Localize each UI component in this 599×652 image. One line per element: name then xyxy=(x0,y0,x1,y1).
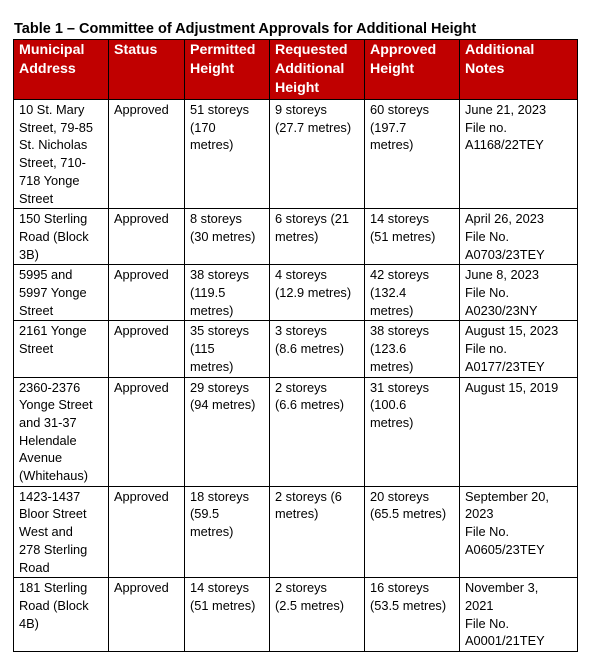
cell-text: 9 storeys (27.7 metres) xyxy=(275,102,352,135)
cell-status xyxy=(109,486,185,578)
header-label: Status xyxy=(114,42,158,58)
cell-text: August 15, 2023 File no. A0177/23TEY xyxy=(465,323,559,374)
table-header xyxy=(14,40,578,100)
cell-text: 31 storeys (100.6 metres) xyxy=(370,379,430,430)
cell-permitted-height xyxy=(185,265,270,321)
cell-text: Approved xyxy=(114,379,169,395)
cell-text: August 15, 2019 xyxy=(465,379,559,395)
cell-text: 5995 and 5997 Yonge Street xyxy=(19,267,87,318)
table-row xyxy=(14,209,578,265)
header-label: Municipal Address xyxy=(19,42,85,77)
cell-notes xyxy=(460,377,578,486)
cell-requested-height xyxy=(270,265,365,321)
table-caption: Table 1 – Committee of Adjustment Approvals for Additional Height xyxy=(14,21,477,37)
cell-text: 4 storeys (12.9 metres) xyxy=(275,267,352,301)
cell-text: 2 storeys (6.6 metres) xyxy=(275,379,344,413)
cell-requested-height xyxy=(270,209,365,265)
cell-text: Approved xyxy=(114,211,169,227)
header-row xyxy=(14,40,578,100)
table-row xyxy=(14,578,578,652)
cell-permitted-height xyxy=(185,486,270,578)
cell-text: Approved xyxy=(114,267,169,283)
cell-permitted-height xyxy=(185,321,270,377)
cell-text: Approved xyxy=(114,488,169,504)
cell-approved-height xyxy=(365,486,460,578)
cell-text: 18 storeys (59.5 metres) xyxy=(190,488,250,540)
cell-text: 2360-2376 Yonge Street and 31-37 Helendale Avenue (Whitehaus) xyxy=(19,379,93,484)
cell-text: 2 storeys (2.5 metres) xyxy=(275,580,344,613)
cell-text: 38 storeys (119.5 metres) xyxy=(190,267,250,318)
cell-requested-height xyxy=(270,377,365,486)
cell-text: June 8, 2023 File No. A0230/23NY xyxy=(465,267,540,318)
table-row xyxy=(14,100,578,209)
cell-text: 150 Sterling Road (Block 3B) xyxy=(19,211,89,262)
cell-status xyxy=(109,321,185,377)
cell-permitted-height xyxy=(185,377,270,486)
cell-text: November 3, 2021 File No. A0001/21TEY xyxy=(465,580,545,649)
cell-approved-height xyxy=(365,100,460,209)
cell-approved-height xyxy=(365,578,460,652)
table-row xyxy=(14,265,578,321)
cell-address xyxy=(14,321,109,377)
cell-text: 14 storeys (51 metres) xyxy=(190,580,256,613)
cell-notes xyxy=(460,209,578,265)
cell-requested-height xyxy=(270,578,365,652)
cell-text: 35 storeys (115 metres) xyxy=(190,323,250,374)
cell-text: Approved xyxy=(114,102,169,117)
header-label: Approved Height xyxy=(370,42,437,77)
cell-text: 1423-1437 Bloor Street West and 278 Sterling Road xyxy=(19,488,88,575)
cell-requested-height xyxy=(270,321,365,377)
table-row xyxy=(14,377,578,486)
cell-address xyxy=(14,265,109,321)
cell-status xyxy=(109,578,185,652)
cell-status xyxy=(109,209,185,265)
cell-text: June 21, 2023 File no. A1168/22TEY xyxy=(465,102,547,153)
header-status xyxy=(109,40,185,100)
header-requested-additional-height xyxy=(270,40,365,100)
cell-address xyxy=(14,100,109,209)
cell-text: Approved xyxy=(114,323,169,339)
cell-approved-height xyxy=(365,209,460,265)
cell-permitted-height xyxy=(185,100,270,209)
cell-text: 29 storeys (94 metres) xyxy=(190,379,256,413)
cell-text: 38 storeys (123.6 metres) xyxy=(370,323,430,374)
cell-text: 16 storeys (53.5 metres) xyxy=(370,580,447,613)
cell-text: 3 storeys (8.6 metres) xyxy=(275,323,344,357)
table-body xyxy=(14,100,578,652)
cell-approved-height xyxy=(365,377,460,486)
header-label: Permitted Height xyxy=(190,42,256,77)
cell-notes xyxy=(460,321,578,377)
cell-address xyxy=(14,377,109,486)
cell-address xyxy=(14,578,109,652)
cell-text: 20 storeys (65.5 metres) xyxy=(370,488,447,522)
table-row xyxy=(14,321,578,377)
cell-text: 2 storeys (6 metres) xyxy=(275,488,342,522)
cell-text: September 20, 2023 File No. A0605/23TEY xyxy=(465,488,549,557)
cell-address xyxy=(14,209,109,265)
cell-notes xyxy=(460,578,578,652)
cell-permitted-height xyxy=(185,209,270,265)
cell-text: Approved xyxy=(114,580,169,596)
cell-text: 60 storeys (197.7 metres) xyxy=(370,102,430,153)
cell-status xyxy=(109,377,185,486)
cell-text: 42 storeys (132.4 metres) xyxy=(370,267,430,318)
cell-text: 8 storeys (30 metres) xyxy=(190,211,256,244)
cell-notes xyxy=(460,100,578,209)
cell-requested-height xyxy=(270,100,365,209)
header-approved-height xyxy=(365,40,460,100)
cell-status xyxy=(109,265,185,321)
cell-text: 6 storeys (21 metres) xyxy=(275,211,349,244)
cell-notes xyxy=(460,486,578,578)
cell-text: 181 Sterling Road (Block 4B) xyxy=(19,580,89,631)
cell-text: April 26, 2023 File No. A0703/23TEY xyxy=(465,211,545,262)
header-additional-notes xyxy=(460,40,578,100)
cell-text: 14 storeys (51 metres) xyxy=(370,211,436,244)
table-row xyxy=(14,486,578,578)
header-label: Requested Additional Height xyxy=(275,42,348,96)
header-municipal-address xyxy=(14,40,109,100)
cell-status xyxy=(109,100,185,209)
cell-permitted-height xyxy=(185,578,270,652)
cell-text: 2161 Yonge Street xyxy=(19,323,87,357)
cell-text: 10 St. Mary Street, 79-85 St. Nicholas Street, 710- 718 Yonge Street xyxy=(19,102,93,206)
header-permitted-height xyxy=(185,40,270,100)
cell-approved-height xyxy=(365,265,460,321)
cell-requested-height xyxy=(270,486,365,578)
cell-approved-height xyxy=(365,321,460,377)
approvals-table xyxy=(13,39,578,652)
cell-text: 51 storeys (170 metres) xyxy=(190,102,250,153)
cell-address xyxy=(14,486,109,578)
cell-notes xyxy=(460,265,578,321)
header-label: Additional Notes xyxy=(465,42,535,77)
